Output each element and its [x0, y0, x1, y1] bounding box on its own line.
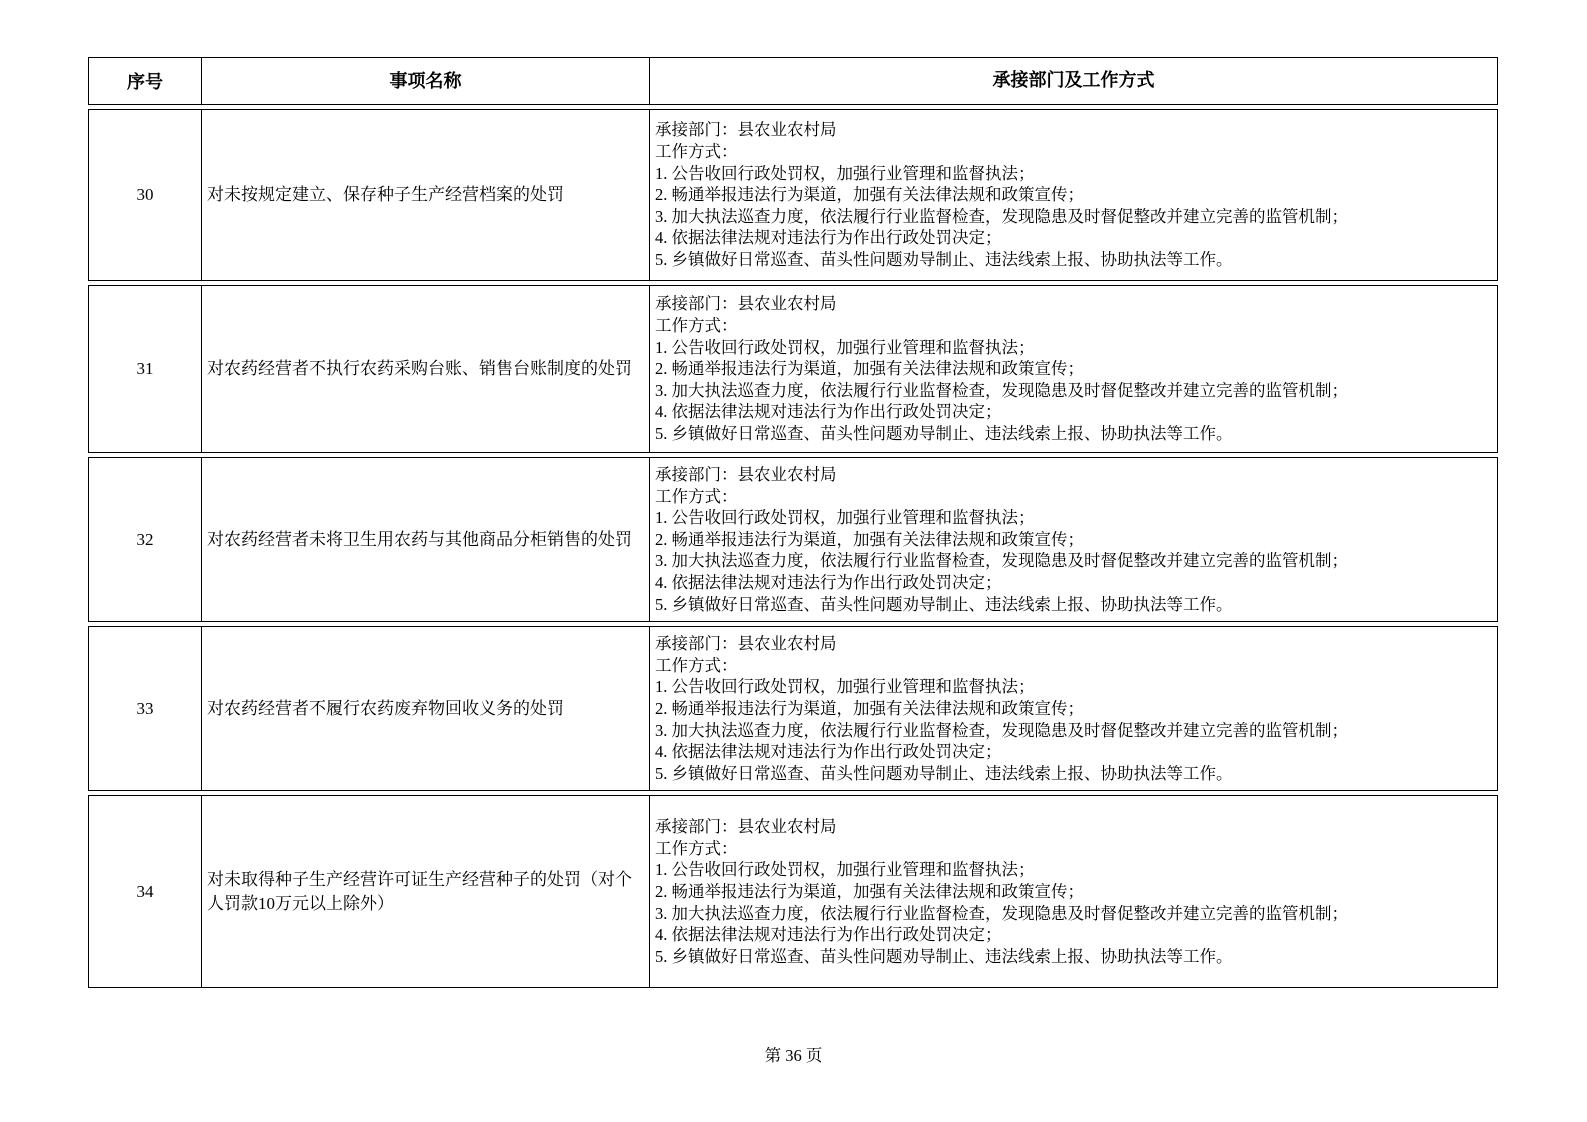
department-method-cell [650, 110, 1497, 280]
method-label-line: 工作方式： [655, 838, 738, 858]
department-line: 承接部门：县农业农村局 [655, 465, 837, 484]
method-item-4: 4. 依据法律法规对违法行为作出行政处罚决定； [655, 925, 1002, 945]
table-header-row [88, 57, 1498, 105]
item-name: 对农药经营者不执行农药采购台账、销售台账制度的处罚 [207, 359, 632, 378]
method-label-line: 工作方式： [655, 486, 738, 506]
serial-cell [89, 110, 201, 280]
method-item-1: 1. 公告收回行政处罚权，加强行业管理和监督执法； [655, 163, 1035, 183]
method-item-3: 3. 加大执法巡查力度，依法履行行业监督检查，发现隐患及时督促整改并建立完善的监管机制； [655, 903, 1348, 923]
method-item-3: 3. 加大执法巡查力度，依法履行行业监督检查，发现隐患及时督促整改并建立完善的监管机制； [655, 206, 1348, 226]
header-cell-department-method [650, 58, 1497, 104]
method-item-5: 5. 乡镇做好日常巡查、苗头性问题劝导制止、违法线索上报、协助执法等工作。 [655, 594, 1233, 614]
item-name: 对农药经营者未将卫生用农药与其他商品分柜销售的处罚 [207, 529, 632, 549]
serial-number: 32 [136, 529, 154, 549]
page-number: 第 36 页 [764, 1046, 823, 1065]
method-item-4: 4. 依据法律法规对违法行为作出行政处罚决定； [655, 572, 1002, 592]
method-item-5: 5. 乡镇做好日常巡查、苗头性问题劝导制止、违法线索上报、协助执法等工作。 [655, 249, 1233, 269]
header-department-method-label: 承接部门及工作方式 [992, 70, 1155, 91]
header-cell-item-name [201, 58, 650, 104]
method-item-5: 5. 乡镇做好日常巡查、苗头性问题劝导制止、违法线索上报、协助执法等工作。 [655, 763, 1233, 783]
header-item-name-label: 事项名称 [389, 71, 462, 91]
item-name-cell [201, 110, 650, 280]
method-item-5: 5. 乡镇做好日常巡查、苗头性问题劝导制止、违法线索上报、协助执法等工作。 [655, 946, 1233, 966]
department-method-cell [650, 286, 1497, 452]
item-name-cell [201, 627, 650, 790]
item-name-cell [201, 458, 650, 621]
method-item-1: 1. 公告收回行政处罚权，加强行业管理和监督执法； [655, 860, 1035, 880]
item-name-cell [201, 286, 650, 452]
serial-cell [89, 627, 201, 790]
method-item-1: 1. 公告收回行政处罚权，加强行业管理和监督执法； [655, 337, 1035, 357]
method-item-2: 2. 畅通举报违法行为渠道，加强有关法律法规和政策宣传； [655, 359, 1084, 379]
header-cell-serial [89, 58, 201, 104]
department-method-cell [650, 627, 1497, 790]
serial-number: 34 [136, 881, 154, 901]
method-item-4: 4. 依据法律法规对违法行为作出行政处罚决定； [655, 402, 1002, 422]
serial-cell [89, 796, 201, 987]
method-label-line: 工作方式： [655, 655, 738, 675]
department-method-cell [650, 458, 1497, 621]
method-item-2: 2. 畅通举报违法行为渠道，加强有关法律法规和政策宣传； [655, 882, 1084, 902]
table-row [88, 457, 1498, 622]
department-line: 承接部门：县农业农村局 [655, 634, 837, 654]
serial-number: 33 [136, 698, 154, 718]
table-row [88, 626, 1498, 791]
department-line: 承接部门：县农业农村局 [655, 817, 837, 837]
department-line: 承接部门：县农业农村局 [655, 294, 837, 314]
department-line: 承接部门：县农业农村局 [655, 120, 837, 140]
table-row [88, 285, 1498, 453]
penalty-items-table [88, 57, 1498, 992]
method-item-3: 3. 加大执法巡查力度，依法履行行业监督检查，发现隐患及时督促整改并建立完善的监管机制； [655, 380, 1348, 400]
item-name: 对农药经营者不履行农药废弃物回收义务的处罚 [207, 698, 564, 718]
serial-number: 31 [136, 359, 154, 378]
table-row [88, 795, 1498, 988]
method-item-2: 2. 畅通举报违法行为渠道，加强有关法律法规和政策宣传； [655, 698, 1084, 718]
item-name-cell [201, 796, 650, 987]
department-method-cell [650, 796, 1497, 987]
table-row [88, 109, 1498, 281]
method-item-4: 4. 依据法律法规对违法行为作出行政处罚决定； [655, 228, 1002, 248]
method-item-3: 3. 加大执法巡查力度，依法履行行业监督检查，发现隐患及时督促整改并建立完善的监管机制； [655, 551, 1348, 571]
method-label-line: 工作方式： [655, 316, 738, 336]
method-item-2: 2. 畅通举报违法行为渠道，加强有关法律法规和政策宣传； [655, 185, 1084, 205]
method-item-5: 5. 乡镇做好日常巡查、苗头性问题劝导制止、违法线索上报、协助执法等工作。 [655, 423, 1233, 443]
item-name: 对未按规定建立、保存种子生产经营档案的处罚 [207, 185, 564, 204]
serial-cell [89, 458, 201, 621]
item-name: 对未取得种子生产经营许可证生产经营种子的处罚（对个人罚款10万元以上除外） [207, 869, 632, 913]
method-item-3: 3. 加大执法巡查力度，依法履行行业监督检查，发现隐患及时督促整改并建立完善的监管机制； [655, 720, 1348, 740]
method-item-2: 2. 畅通举报违法行为渠道，加强有关法律法规和政策宣传； [655, 529, 1084, 549]
method-item-1: 1. 公告收回行政处罚权，加强行业管理和监督执法； [655, 677, 1035, 697]
serial-number: 30 [136, 185, 154, 204]
method-item-4: 4. 依据法律法规对违法行为作出行政处罚决定； [655, 742, 1002, 762]
method-label-line: 工作方式： [655, 142, 738, 162]
serial-cell [89, 286, 201, 452]
header-serial-label: 序号 [127, 72, 163, 92]
method-item-1: 1. 公告收回行政处罚权，加强行业管理和监督执法； [655, 508, 1035, 528]
